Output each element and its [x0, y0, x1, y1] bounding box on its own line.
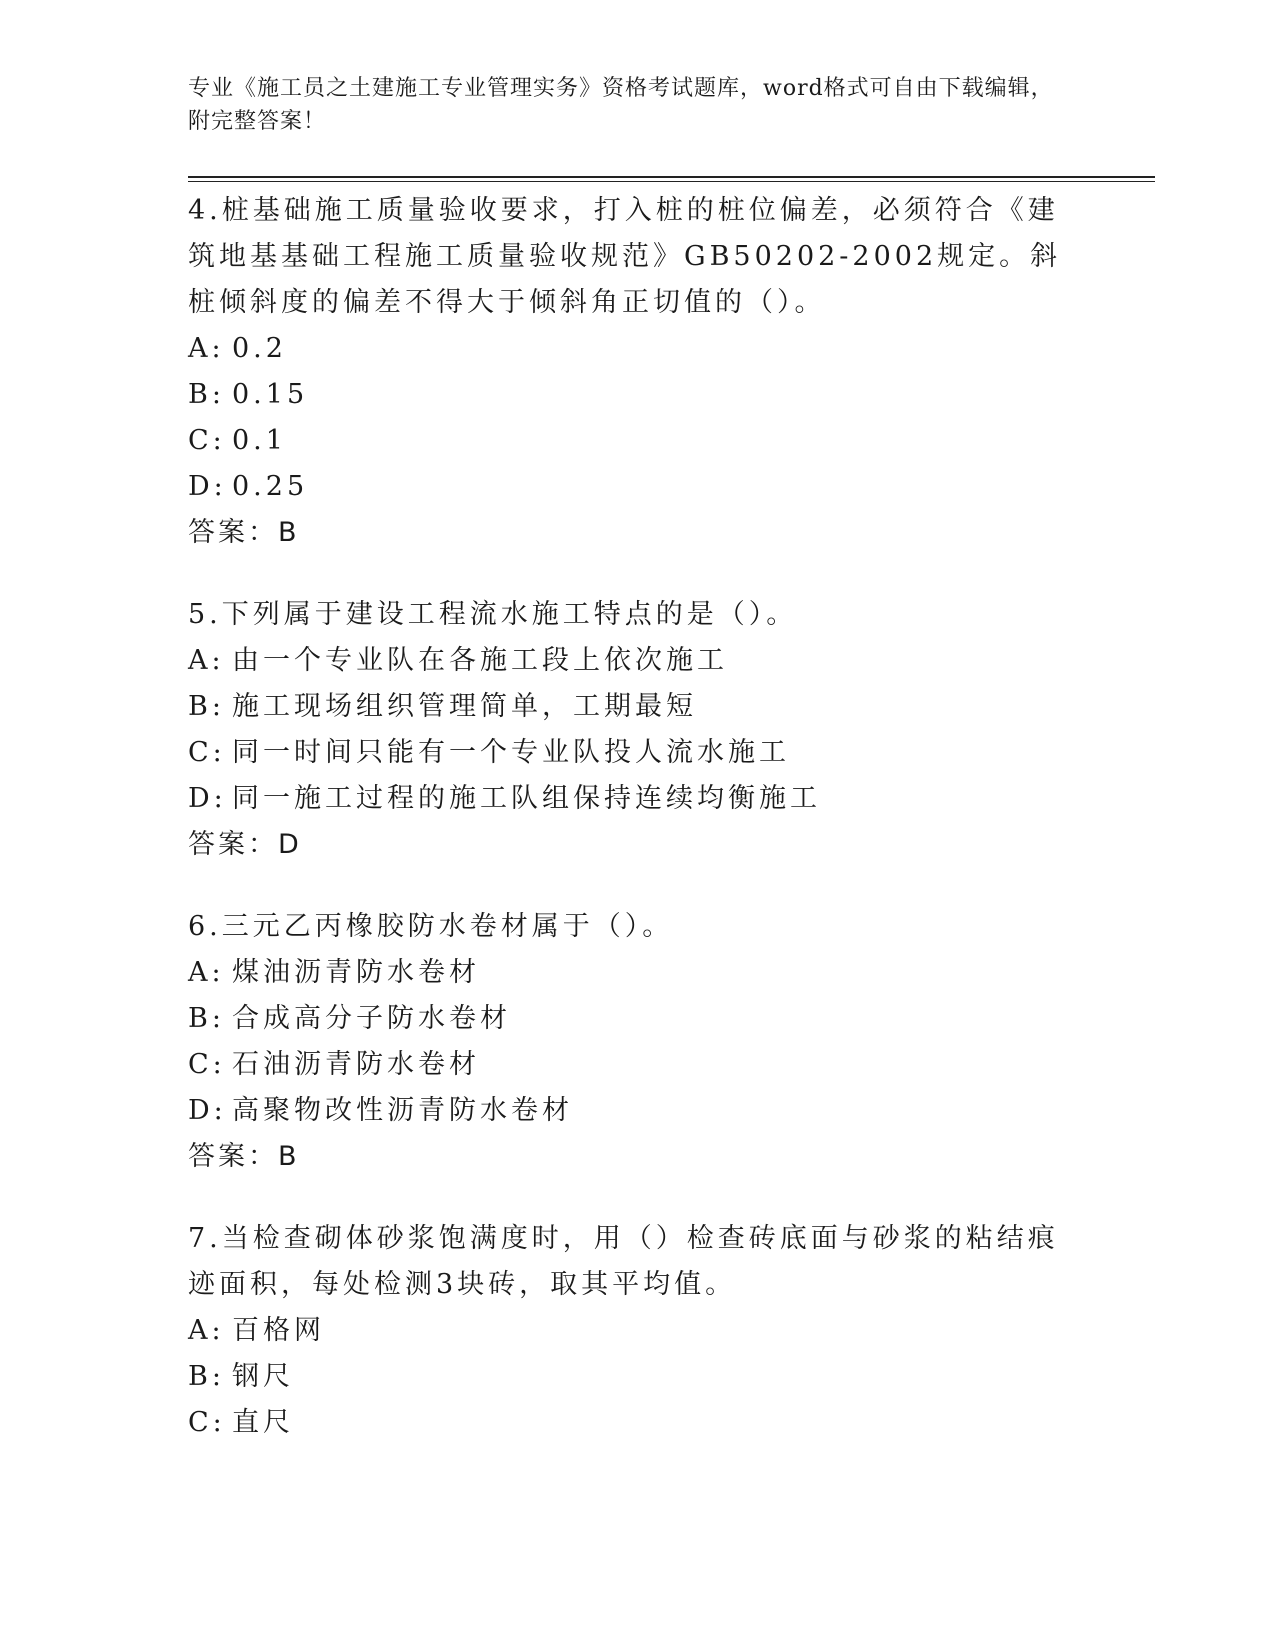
option-key: C:: [188, 1407, 226, 1438]
option-a: [188, 638, 1068, 684]
option-key: B:: [188, 1361, 225, 1392]
option-key: A:: [188, 645, 225, 676]
option-key: D:: [188, 1095, 227, 1126]
option-b: [188, 1354, 1068, 1400]
question-5: [188, 592, 1068, 868]
option-text: 高聚物改性沥青防水卷材: [232, 1095, 573, 1126]
option-key: A:: [188, 1315, 225, 1346]
option-text: 钢尺: [232, 1361, 294, 1392]
option-c: [188, 1042, 1068, 1088]
option-a: [188, 950, 1068, 996]
option-text: 同一施工过程的施工队组保持连续均衡施工: [232, 783, 821, 814]
option-c: [188, 730, 1068, 776]
answer-line: 答案：B: [188, 517, 300, 548]
option-text: 0.15: [232, 379, 309, 410]
option-key: C:: [188, 1049, 226, 1080]
option-c: [188, 1400, 1068, 1446]
option-key: D:: [188, 471, 227, 502]
option-text: 0.25: [232, 471, 309, 502]
option-key: B:: [188, 1003, 225, 1034]
question-stem: 6.三元乙丙橡胶防水卷材属于（）。: [188, 911, 674, 942]
option-text: 直尺: [232, 1407, 294, 1438]
option-key: B:: [188, 691, 225, 722]
option-text: 由一个专业队在各施工段上依次施工: [232, 645, 728, 676]
question-stem: 5.下列属于建设工程流水施工特点的是（）。: [188, 599, 798, 630]
question-4: [188, 188, 1068, 556]
question-6: [188, 904, 1068, 1180]
option-d: [188, 464, 1068, 510]
option-c: [188, 418, 1068, 464]
question-stem: 7.当检查砌体砂浆饱满度时，用（）检查砖底面与砂浆的粘结痕迹面积，每处检测3块砖，取其平均值。: [188, 1223, 1059, 1300]
question-list: [188, 188, 1068, 1482]
answer-line: 答案：B: [188, 1141, 300, 1172]
option-key: C:: [188, 425, 226, 456]
option-text: 煤油沥青防水卷材: [232, 957, 480, 988]
option-key: A:: [188, 333, 225, 364]
option-text: 同一时间只能有一个专业队投人流水施工: [232, 737, 790, 768]
option-text: 合成高分子防水卷材: [232, 1003, 511, 1034]
option-b: [188, 372, 1068, 418]
option-text: 石油沥青防水卷材: [232, 1049, 480, 1080]
option-text: 施工现场组织管理简单，工期最短: [232, 691, 697, 722]
option-a: [188, 326, 1068, 372]
option-key: A:: [188, 957, 225, 988]
header-divider-thin: [188, 181, 1155, 182]
option-b: [188, 684, 1068, 730]
header-divider-thick: [188, 176, 1155, 178]
question-stem: 4.桩基础施工质量验收要求，打入桩的桩位偏差，必须符合《建筑地基基础工程施工质量验收规范》GB50202-2002规定。斜桩倾斜度的偏差不得大于倾斜角正切值的（）。: [188, 195, 1062, 318]
question-7: [188, 1216, 1068, 1446]
option-text: 百格网: [232, 1315, 325, 1346]
option-b: [188, 996, 1068, 1042]
option-text: 0.2: [232, 333, 287, 364]
option-d: [188, 1088, 1068, 1134]
option-key: B:: [188, 379, 225, 410]
document-header: 专业《施工员之土建施工专业管理实务》资格考试题库，word格式可自由下载编辑，附完整答案！: [188, 76, 1054, 134]
answer-line: 答案：D: [188, 829, 302, 860]
option-text: 0.1: [232, 425, 287, 456]
option-d: [188, 776, 1068, 822]
option-key: D:: [188, 783, 227, 814]
option-a: [188, 1308, 1068, 1354]
option-key: C:: [188, 737, 226, 768]
